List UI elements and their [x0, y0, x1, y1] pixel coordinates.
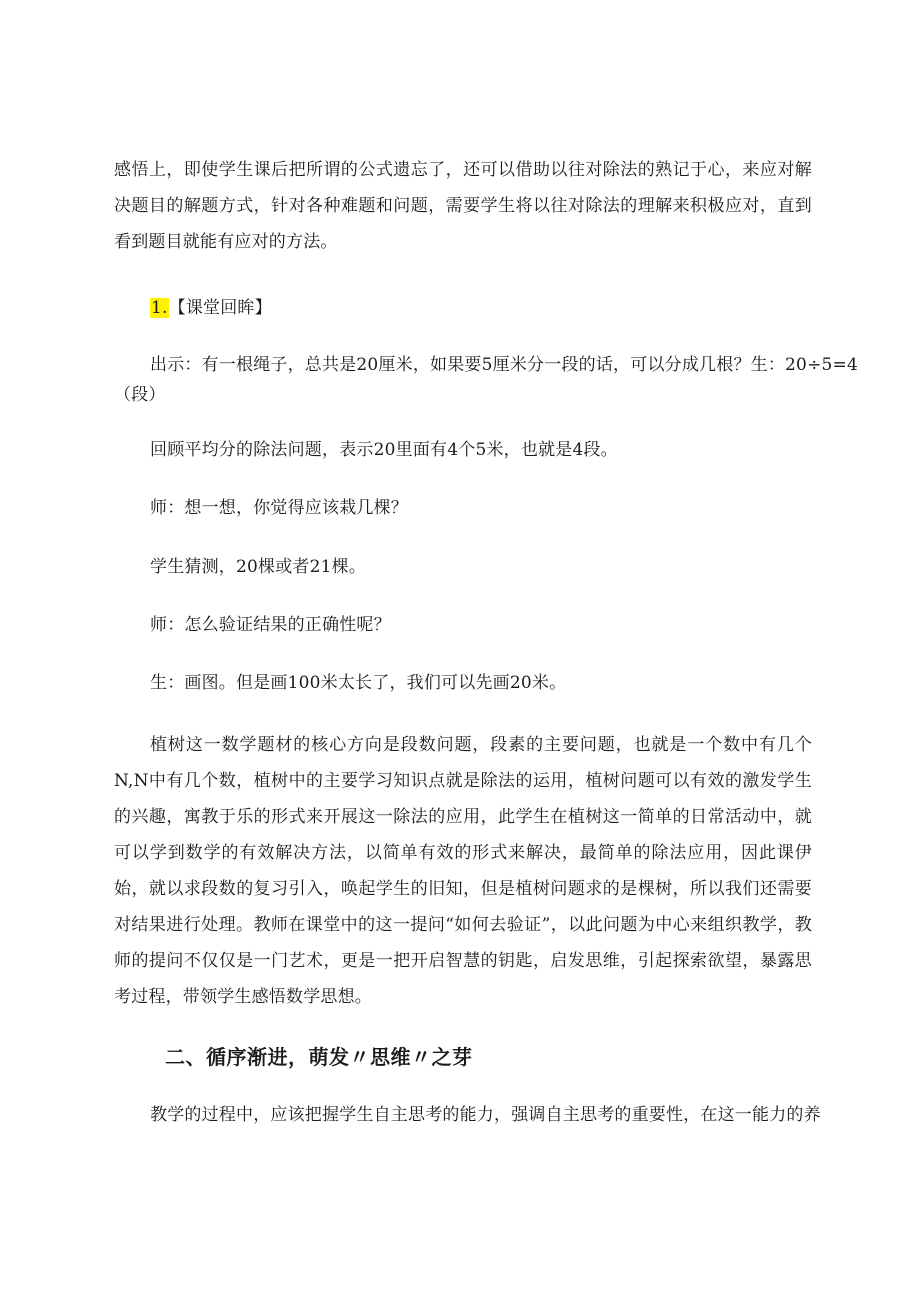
student-answer: 生：画图。但是画100米太长了，我们可以先画20米。 [150, 673, 567, 693]
body-paragraph: 植树这一数学题材的核心方向是段数问题，段素的主要问题，也就是一个数中有几个N,N中有几个数，植树中的主要学习知识点就是除法的运用，植树问题可以有效的激发学生的兴趣，寓教于乐的形式来开展这一除法的应用，此学生在植树这一简单的日常活动中，就可以学到数学的有效解决方法，以简单有效的形式来解决，最简单的除法应用，因此课伊始，就以求段数的复习引入，唤起学生的旧知，但是植树问题求的是棵树，所以我们还需要对结果进行处理。教师在课堂中的这一提问“如何去验证”，以此问题为中心来组织教学，教师的提问不仅仅是一门艺术，更是一把开启智慧的钥匙，启发思维，引起探索欲望，暴露思考过程，带领学生感悟数学思想。 [114, 735, 812, 1007]
subheading-number: 1. [151, 298, 168, 318]
intro-paragraph: 感悟上，即使学生课后把所谓的公式遗忘了，还可以借助以往对除法的熟记于心，来应对解决题目的解题方式，针对各种难题和问题，需要学生将以往对除法的理解来积极应对，直到看到题目就能有应对的方法。 [114, 160, 812, 252]
show-problem-continuation: （段） [114, 385, 166, 405]
teacher-question-2: 师：怎么验证结果的正确性呢？ [150, 615, 391, 635]
show-problem-line: 出示：有一根绳子，总共是20厘米，如果要5厘米分一段的话，可以分成几根？生：20÷5=4 [150, 355, 858, 375]
closing-line: 教学的过程中，应该把握学生自主思考的能力，强调自主思考的重要性，在这一能力的养 [150, 1105, 821, 1125]
section-heading: 二、循序渐进，萌发〃思维〃之芽 [165, 1045, 473, 1069]
teacher-question-1: 师：想一想，你觉得应该栽几棵？ [150, 498, 408, 518]
review-line: 回顾平均分的除法问题，表示20里面有4个5米，也就是4段。 [150, 440, 618, 460]
subheading [150, 296, 272, 320]
subheading-label: 【课堂回眸】 [168, 298, 272, 318]
student-guess: 学生猜测，20棵或者21棵。 [150, 557, 367, 577]
